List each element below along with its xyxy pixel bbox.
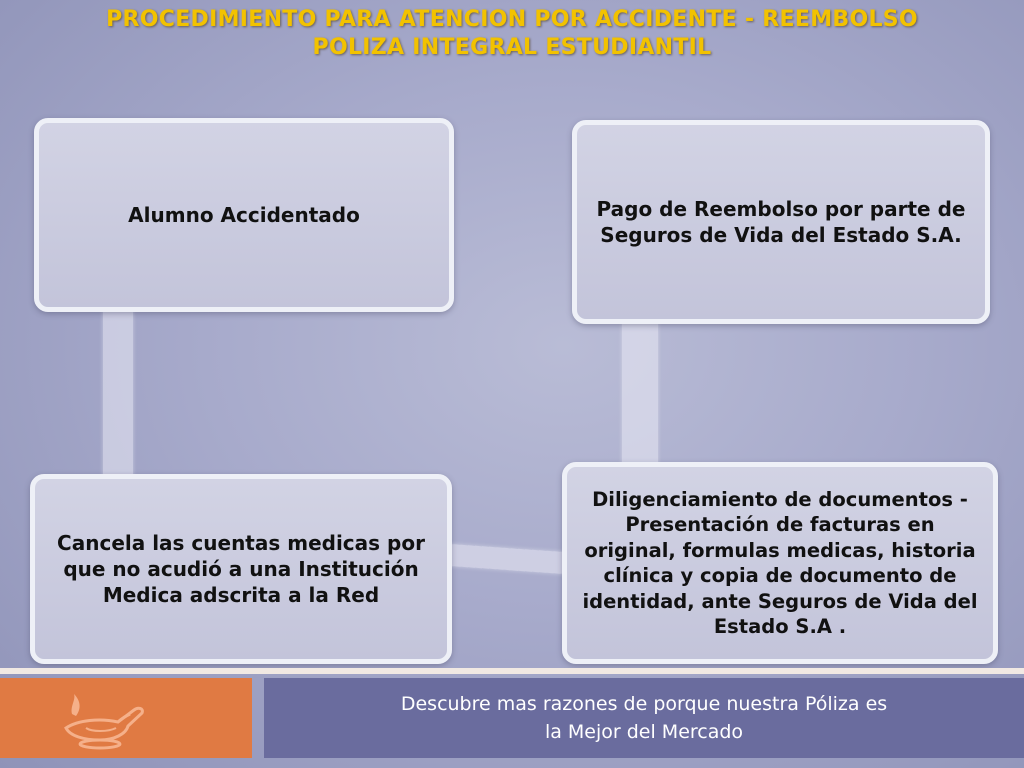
title-line-1: PROCEDIMIENTO PARA ATENCION POR ACCIDENTE - REEMBOLSO bbox=[106, 7, 918, 32]
step-box-alumno-accidentado bbox=[34, 118, 454, 312]
footer-line-1: Descubre mas razones de porque nuestra Póliza es bbox=[400, 693, 888, 715]
step-1-text: Alumno Accidentado bbox=[128, 203, 360, 227]
footer-banner bbox=[264, 678, 1024, 758]
step-4-text: Pago de Reembolso por parte de Seguros de Vida del Estado S.A. bbox=[596, 197, 966, 247]
footer-line-2: la Mejor del Mercado bbox=[544, 721, 744, 743]
connector-step1-step2 bbox=[103, 288, 133, 478]
step-box-diligenciamiento bbox=[562, 462, 998, 664]
step-3-text: Diligenciamiento de documentos - Presentación de facturas en original, formulas medicas, historia clínica y copia de documento de identidad, ante Seguros de Vida del Estado S.A . bbox=[582, 487, 978, 638]
step-box-pago-reembolso bbox=[572, 120, 990, 324]
footer-divider bbox=[0, 668, 1024, 674]
oil-lamp-icon bbox=[56, 688, 152, 750]
connector-step2-step3 bbox=[448, 544, 566, 574]
title-line-2: POLIZA INTEGRAL ESTUDIANTIL bbox=[312, 35, 712, 60]
step-box-cancela-cuentas bbox=[30, 474, 452, 664]
step-2-text: Cancela las cuentas medicas por que no acudió a una Institución Medica adscrita a la Red bbox=[57, 531, 425, 607]
page-title bbox=[0, 6, 1024, 62]
